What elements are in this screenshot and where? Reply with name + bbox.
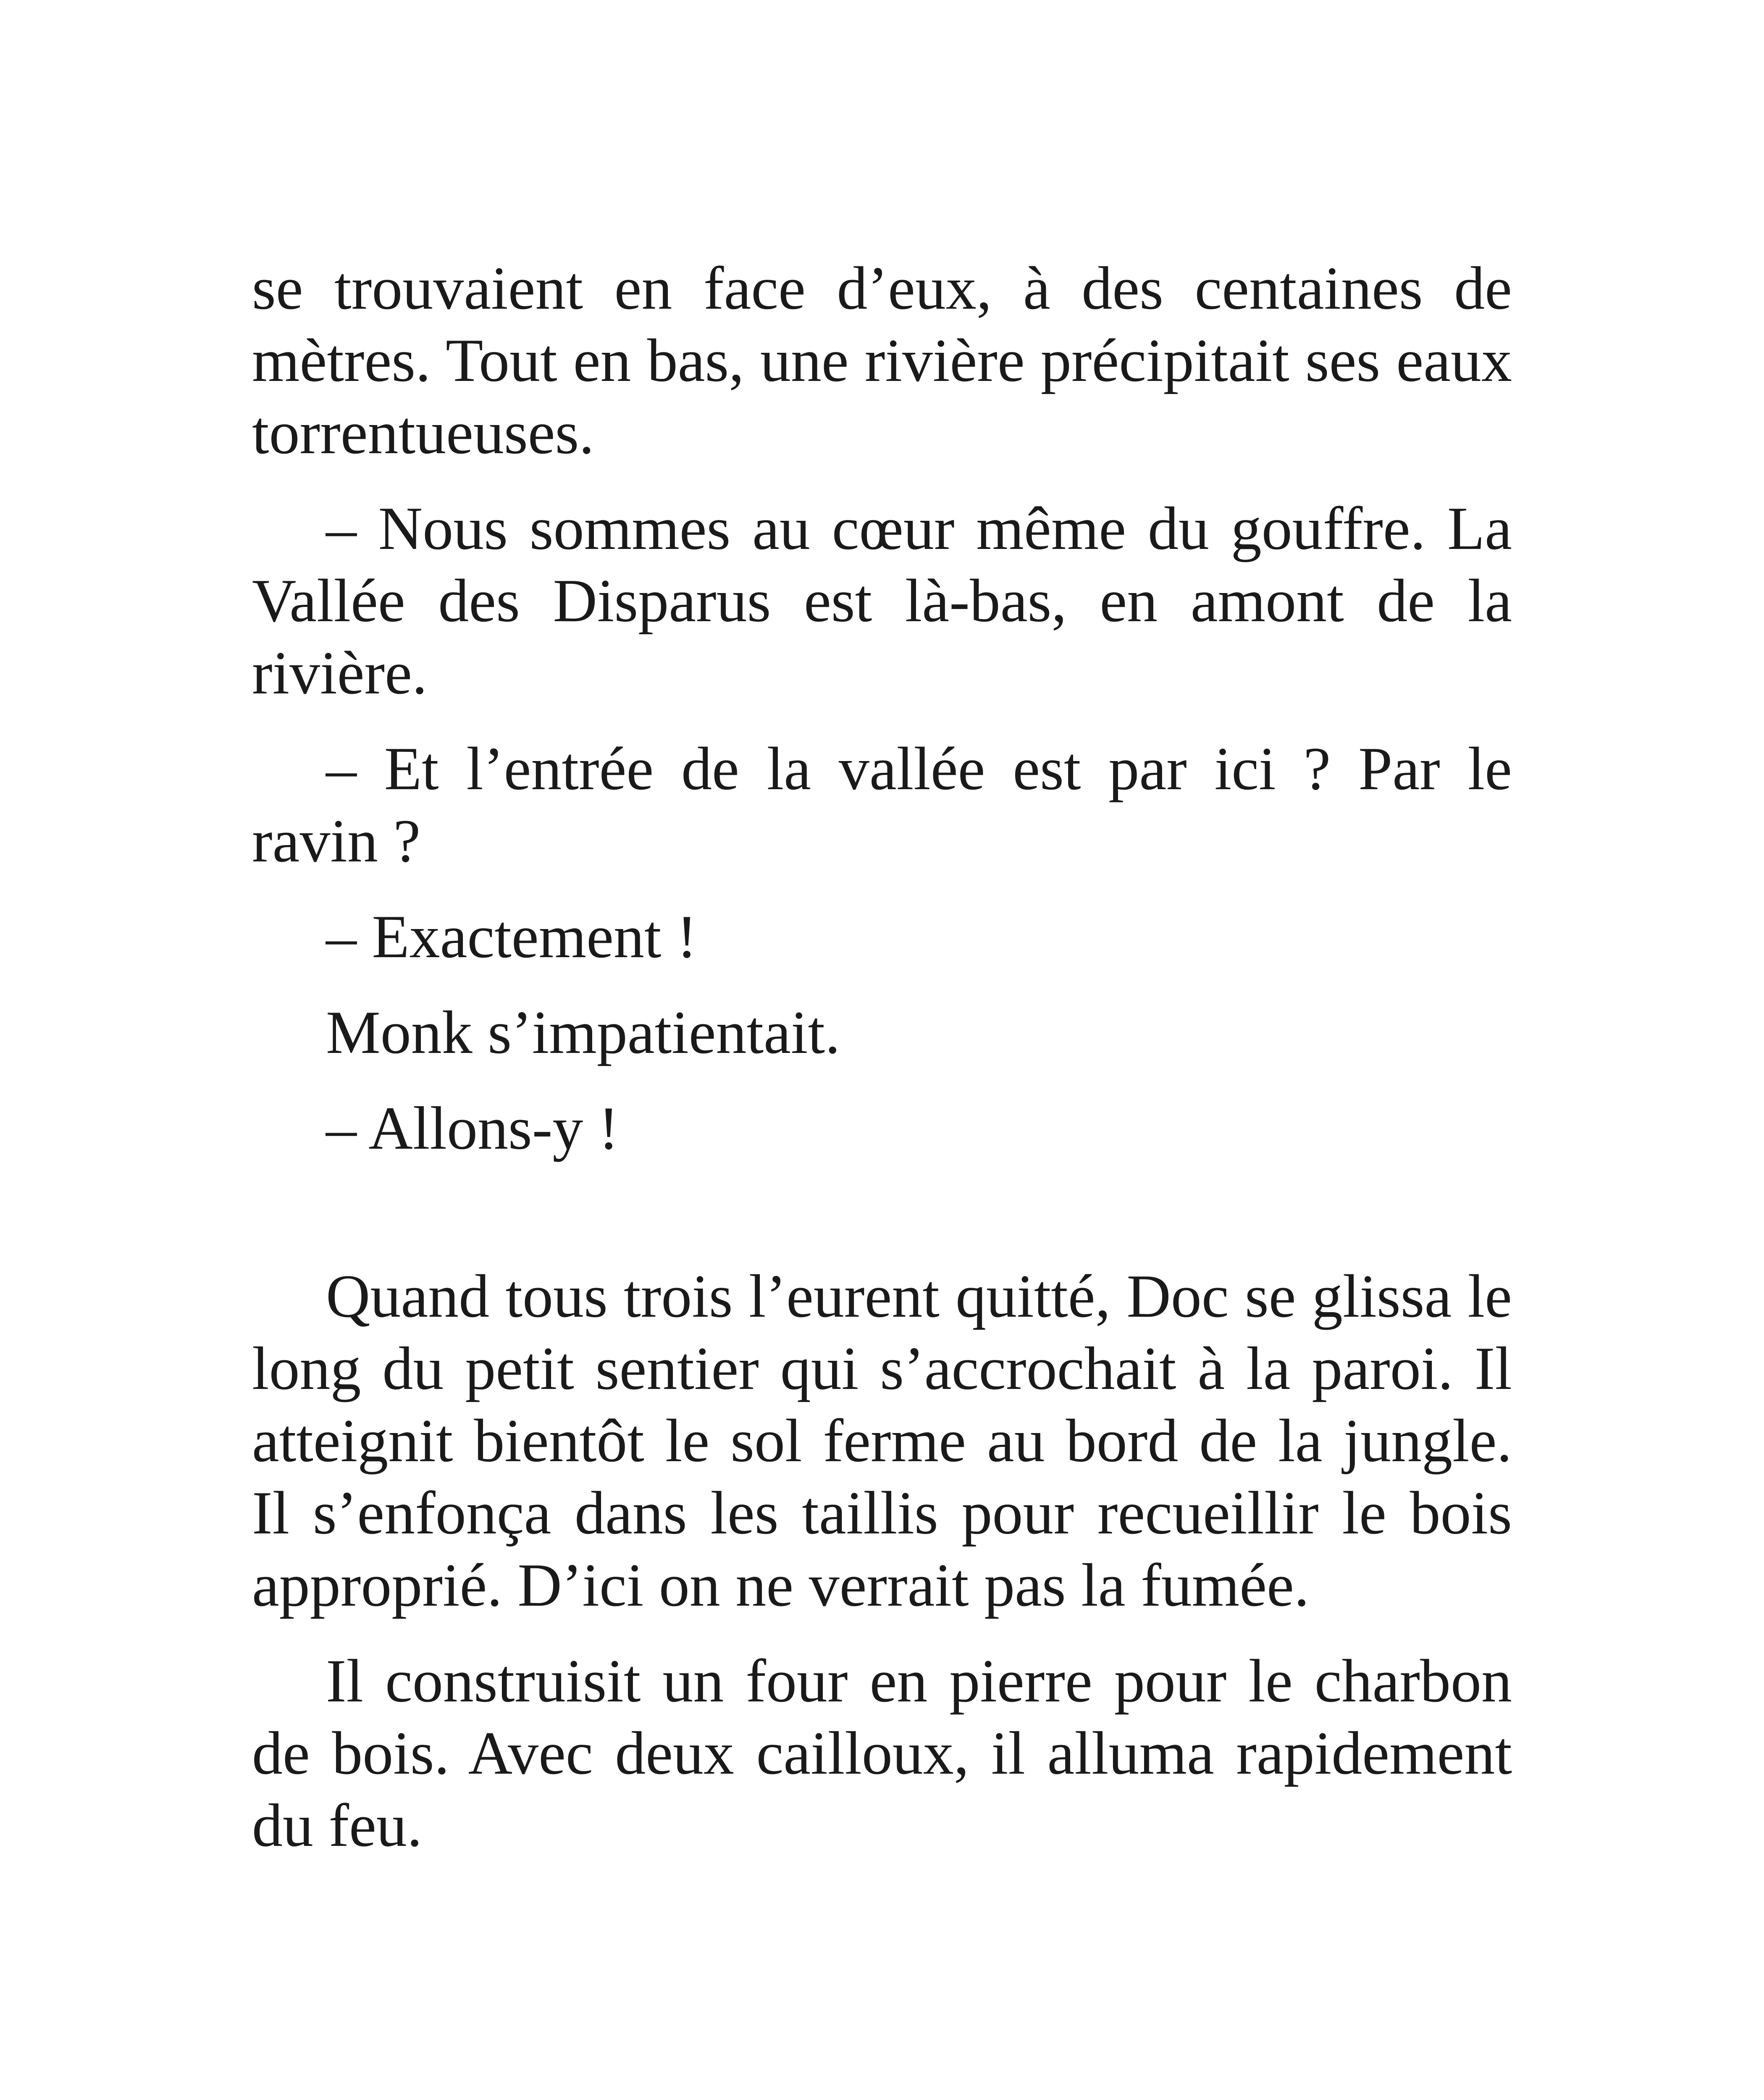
paragraph: – Allons-y ! [326,1094,619,1162]
body-text [252,252,1512,1885]
paragraph: Monk s’impatientait. [326,998,840,1066]
paragraph: – Exactement ! [326,903,697,971]
paragraph: Quand tous trois l’eurent quitté, Doc se glissa le long du petit sentier qui s’accrochait à la paroi. Il atteignit bientôt le sol ferme au bord de la jungle. Il s’enfonça dans les taillis pour recueillir le bois approprié. D’ici on ne verrait pas la fumée. [252,1262,1512,1619]
paragraph: – Et l’entrée de la vallée est par ici ? Par le ravin ? [252,735,1512,875]
paragraph: Il construisit un four en pierre pour le charbon de bois. Avec deux cailloux, il alluma rapidement du feu. [252,1647,1512,1859]
paragraph: – Nous sommes au cœur même du gouffre. La Vallée des Disparus est là-bas, en amont de la rivière. [252,494,1512,707]
paragraph: se trouvaient en face d’eux, à des centaines de mètres. Tout en bas, une rivière précipitait ses eaux torrentueuses. [252,254,1512,467]
scene-break [252,1188,1512,1260]
